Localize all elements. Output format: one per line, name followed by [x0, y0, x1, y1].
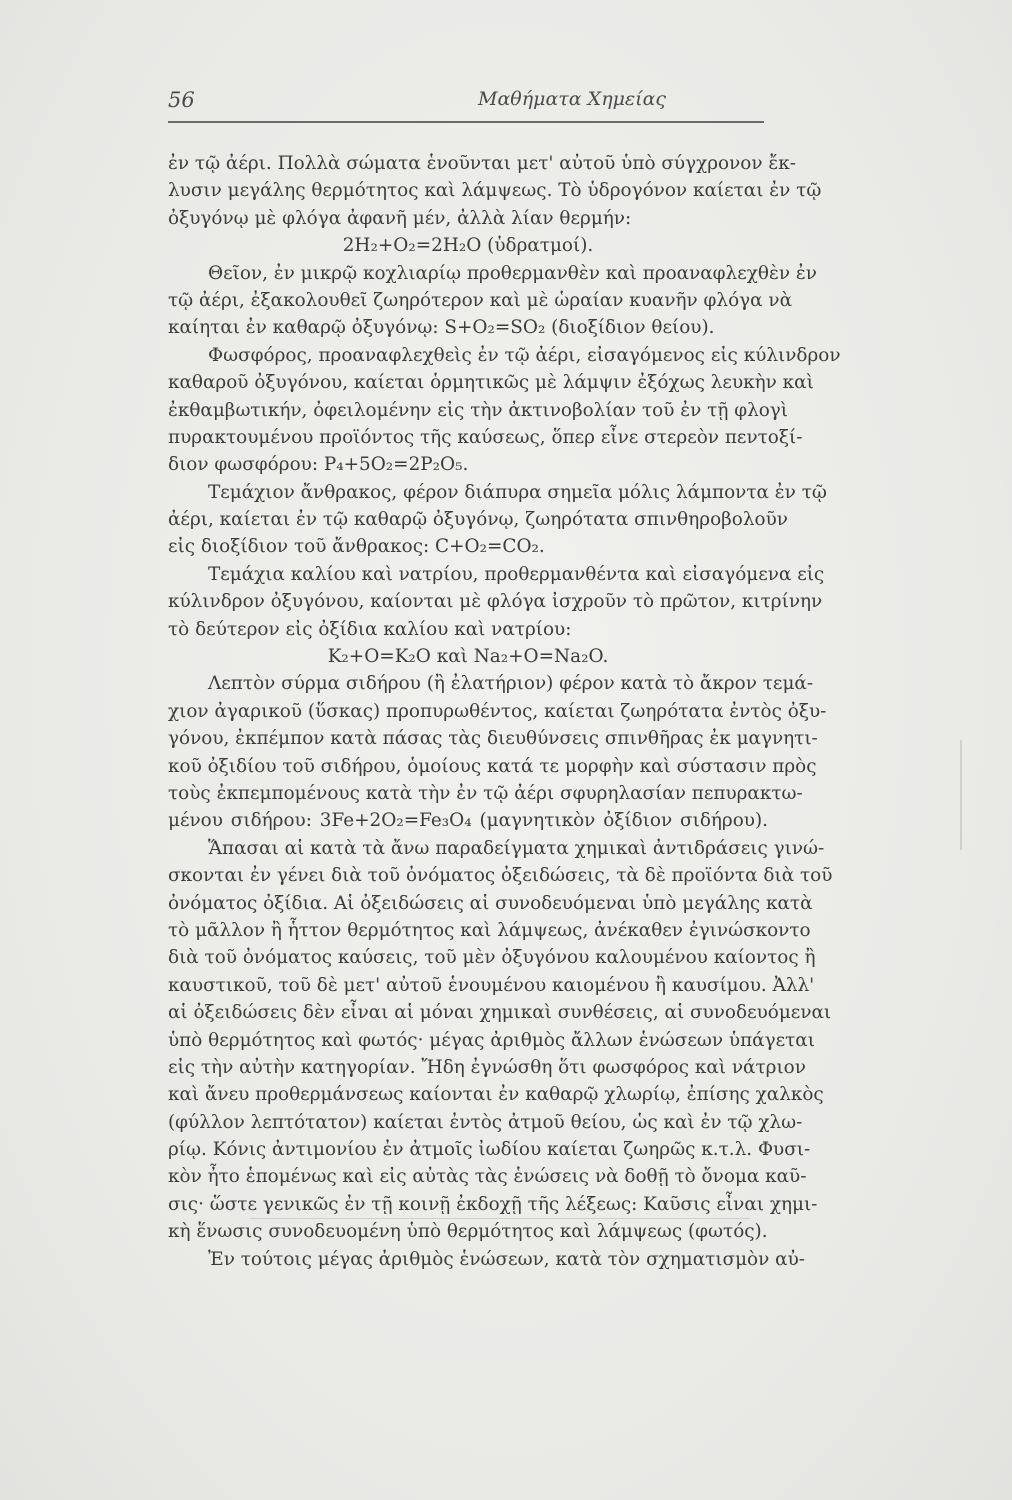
text-line: κοῦ ὀξιδίου τοῦ σιδήρου, ὁμοίους κατά τε μορφὴν καὶ σύστασιν πρὸς	[168, 755, 817, 777]
text-line: Ἐν τούτοις μέγας ἀριθμὸς ἑνώσεων, κατὰ τὸν σχηματισμὸν αὐ-	[208, 1248, 805, 1270]
text-line: τῷ ἀέρι, ἐξακολουθεῖ ζωηρότερον καὶ μὲ ὡραίαν κυανῆν φλόγα νὰ	[168, 289, 792, 311]
text-line: τὸ δεύτερον εἰς ὀξίδια καλίου καὶ νατρίου:	[168, 618, 572, 640]
text-line: καὶ ἄνευ προθερμάνσεως καίονται ἐν καθαρῷ χλωρίῳ, ἐπίσης χαλκὸς	[168, 1084, 824, 1106]
text-line: διον φωσφόρου: P₄+5O₂=2P₂O₅.	[168, 454, 469, 476]
text-line: Λεπτὸν σύρμα σιδήρου (ἢ ἐλατήριον) φέρον κατὰ τὸ ἄκρον τεμά-	[208, 673, 814, 695]
text-line: Ἅπασαι αἱ κατὰ τὰ ἄνω παραδείγματα χημικαὶ ἀντιδράσεις γινώ-	[208, 837, 825, 859]
text-line: κὴ ἕνωσις συνοδευομένη ὑπὸ θερμότητος καὶ λάμψεως (φωτός).	[168, 1221, 768, 1243]
running-title: Μαθήματα Χημείας	[478, 88, 667, 110]
page-header	[168, 88, 768, 114]
text-line: ἐν τῷ ἀέρι. Πολλὰ σώματα ἑνοῦνται μετ' αὐτοῦ ὑπὸ σύγχρονον ἔκ-	[168, 153, 796, 174]
text-line: αἱ ὀξειδώσεις δὲν εἶναι αἱ μόναι χημικαὶ συνθέσεις, αἱ συνοδευόμεναι	[168, 1002, 832, 1024]
text-line: γόνου, ἐκπέμπον κατὰ πάσας τὰς διευθύνσεις σπινθῆρας ἐκ μαγνητι-	[168, 728, 818, 750]
text-line: σις· ὥστε γενικῶς ἐν τῇ κοινῇ ἐκδοχῇ τῆς λέξεως: Καῦσις εἶναι χημι-	[168, 1193, 818, 1215]
text-line: καυστικοῦ, τοῦ δὲ μετ' αὐτοῦ ἑνουμένου καιομένου ἢ καυσίμου. Ἀλλ'	[168, 974, 815, 996]
text-line: Τεμάχια καλίου καὶ νατρίου, προθερμανθέντα καὶ εἰσαγόμενα εἰς	[208, 563, 825, 585]
text-line: τοὺς ἐκπεμπομένους κατὰ τὴν ἐν τῷ ἀέρι σφυρηλασίαν πεπυρακτω-	[168, 782, 803, 804]
page-number: 56	[168, 88, 195, 112]
text-line: καθαροῦ ὀξυγόνου, καίεται ὁρμητικῶς μὲ λάμψιν ἐξόχως λευκὴν καὶ	[168, 372, 814, 394]
text-line: Θεῖον, ἐν μικρῷ κοχλιαρίῳ προθερμανθὲν καὶ προαναφλεχθὲν ἐν	[208, 262, 817, 284]
text-line: εἰς διοξίδιον τοῦ ἄνθρακος: C+O₂=CO₂.	[168, 536, 545, 558]
text-line: ὀνόματος ὀξίδια. Αἱ ὀξειδώσεις αἱ συνοδευόμεναι ὑπὸ μεγάλης κατὰ	[168, 892, 813, 914]
text-line: ἀέρι, καίεται ἐν τῷ καθαρῷ ὀξυγόνῳ, ζωηρότατα σπινθηροβολοῦν	[168, 509, 788, 531]
text-line: πυρακτουμένου προϊόντος τῆς καύσεως, ὅπερ εἶνε στερεὸν πεντοξί-	[168, 426, 803, 448]
text-line: K₂+O=K₂O καὶ Na₂+O=Na₂O.	[327, 646, 609, 668]
text-line: κὸν ἦτο ἑπομένως καὶ εἰς αὐτὰς τὰς ἑνώσεις νὰ δοθῇ τὸ ὄνομα καῦ-	[168, 1166, 807, 1188]
text-line: εἰς τὴν αὐτὴν κατηγορίαν. Ἤδη ἐγνώσθη ὅτι φωσφόρος καὶ νάτριον	[168, 1056, 806, 1078]
text-line: κύλινδρον ὀξυγόνου, καίονται μὲ φλόγα ἰσχροῦν τὸ πρῶτον, κιτρίνην	[168, 591, 823, 613]
text-line: χιον ἀγαρικοῦ (ὕσκας) προπυρωθέντος, καίεται ζωηρότατα ἐντὸς ὀξυ-	[168, 700, 827, 722]
text-line: 2H₂+O₂=2H₂O (ὑδρατμοί).	[342, 235, 594, 257]
text-line: λυσιν μεγάλης θερμότητος καὶ λάμψεως. Τὸ ὑδρογόνον καίεται ἐν τῷ	[168, 180, 822, 202]
text-line: Φωσφόρος, προαναφλεχθεὶς ἐν τῷ ἀέρι, εἰσαγόμενος εἰς κύλινδρον	[208, 344, 841, 366]
text-line: τὸ μᾶλλον ἢ ἧττον θερμότητος καὶ λάμψεως, ἀνέκαθεν ἐγινώσκοντο	[168, 919, 811, 941]
text-line: καίηται ἐν καθαρῷ ὀξυγόνῳ: S+O₂=SO₂ (διοξίδιον θείου).	[168, 317, 715, 339]
text-line: Τεμάχιον ἄνθρακος, φέρον διάπυρα σημεῖα μόλις λάμποντα ἐν τῷ	[208, 481, 827, 503]
body-text	[168, 150, 841, 1273]
pencil-mark-underline	[250, 1218, 750, 1219]
text-line: ἐκθαμβωτικήν, ὀφειλομένην εἰς τὴν ἀκτινοβολίαν τοῦ ἐν τῇ φλογὶ	[168, 399, 789, 421]
pencil-mark-margin	[960, 740, 962, 850]
text-line: ρίῳ. Κόνις ἀντιμονίου ἐν ἀτμοῖς ἰωδίου καίεται ζωηρῶς κ.τ.λ. Φυσι-	[168, 1139, 811, 1161]
text-line: μένου σιδήρου: 3Fe+2O₂=Fe₃O₄ (μαγνητικὸν ὀξίδιον σιδήρου).	[168, 810, 768, 832]
text-line: (φύλλον λεπτότατον) καίεται ἐντὸς ἀτμοῦ θείου, ὡς καὶ ἐν τῷ χλω-	[168, 1111, 803, 1133]
text-line: διὰ τοῦ ὀνόματος καύσεις, τοῦ μὲν ὀξυγόνου καλουμένου καίοντος ἢ	[168, 947, 816, 969]
header-rule	[168, 121, 764, 123]
text-line: σκονται ἐν γένει διὰ τοῦ ὀνόματος ὀξειδώσεις, τὰ δὲ προϊόντα διὰ τοῦ	[168, 865, 833, 887]
text-line: ὀξυγόνῳ μὲ φλόγα ἀφανῆ μέν, ἀλλὰ λίαν θερμήν:	[168, 207, 632, 229]
text-line: ὑπὸ θερμότητος καὶ φωτός· μέγας ἀριθμὸς ἄλλων ἑνώσεων ὑπάγεται	[168, 1029, 815, 1051]
